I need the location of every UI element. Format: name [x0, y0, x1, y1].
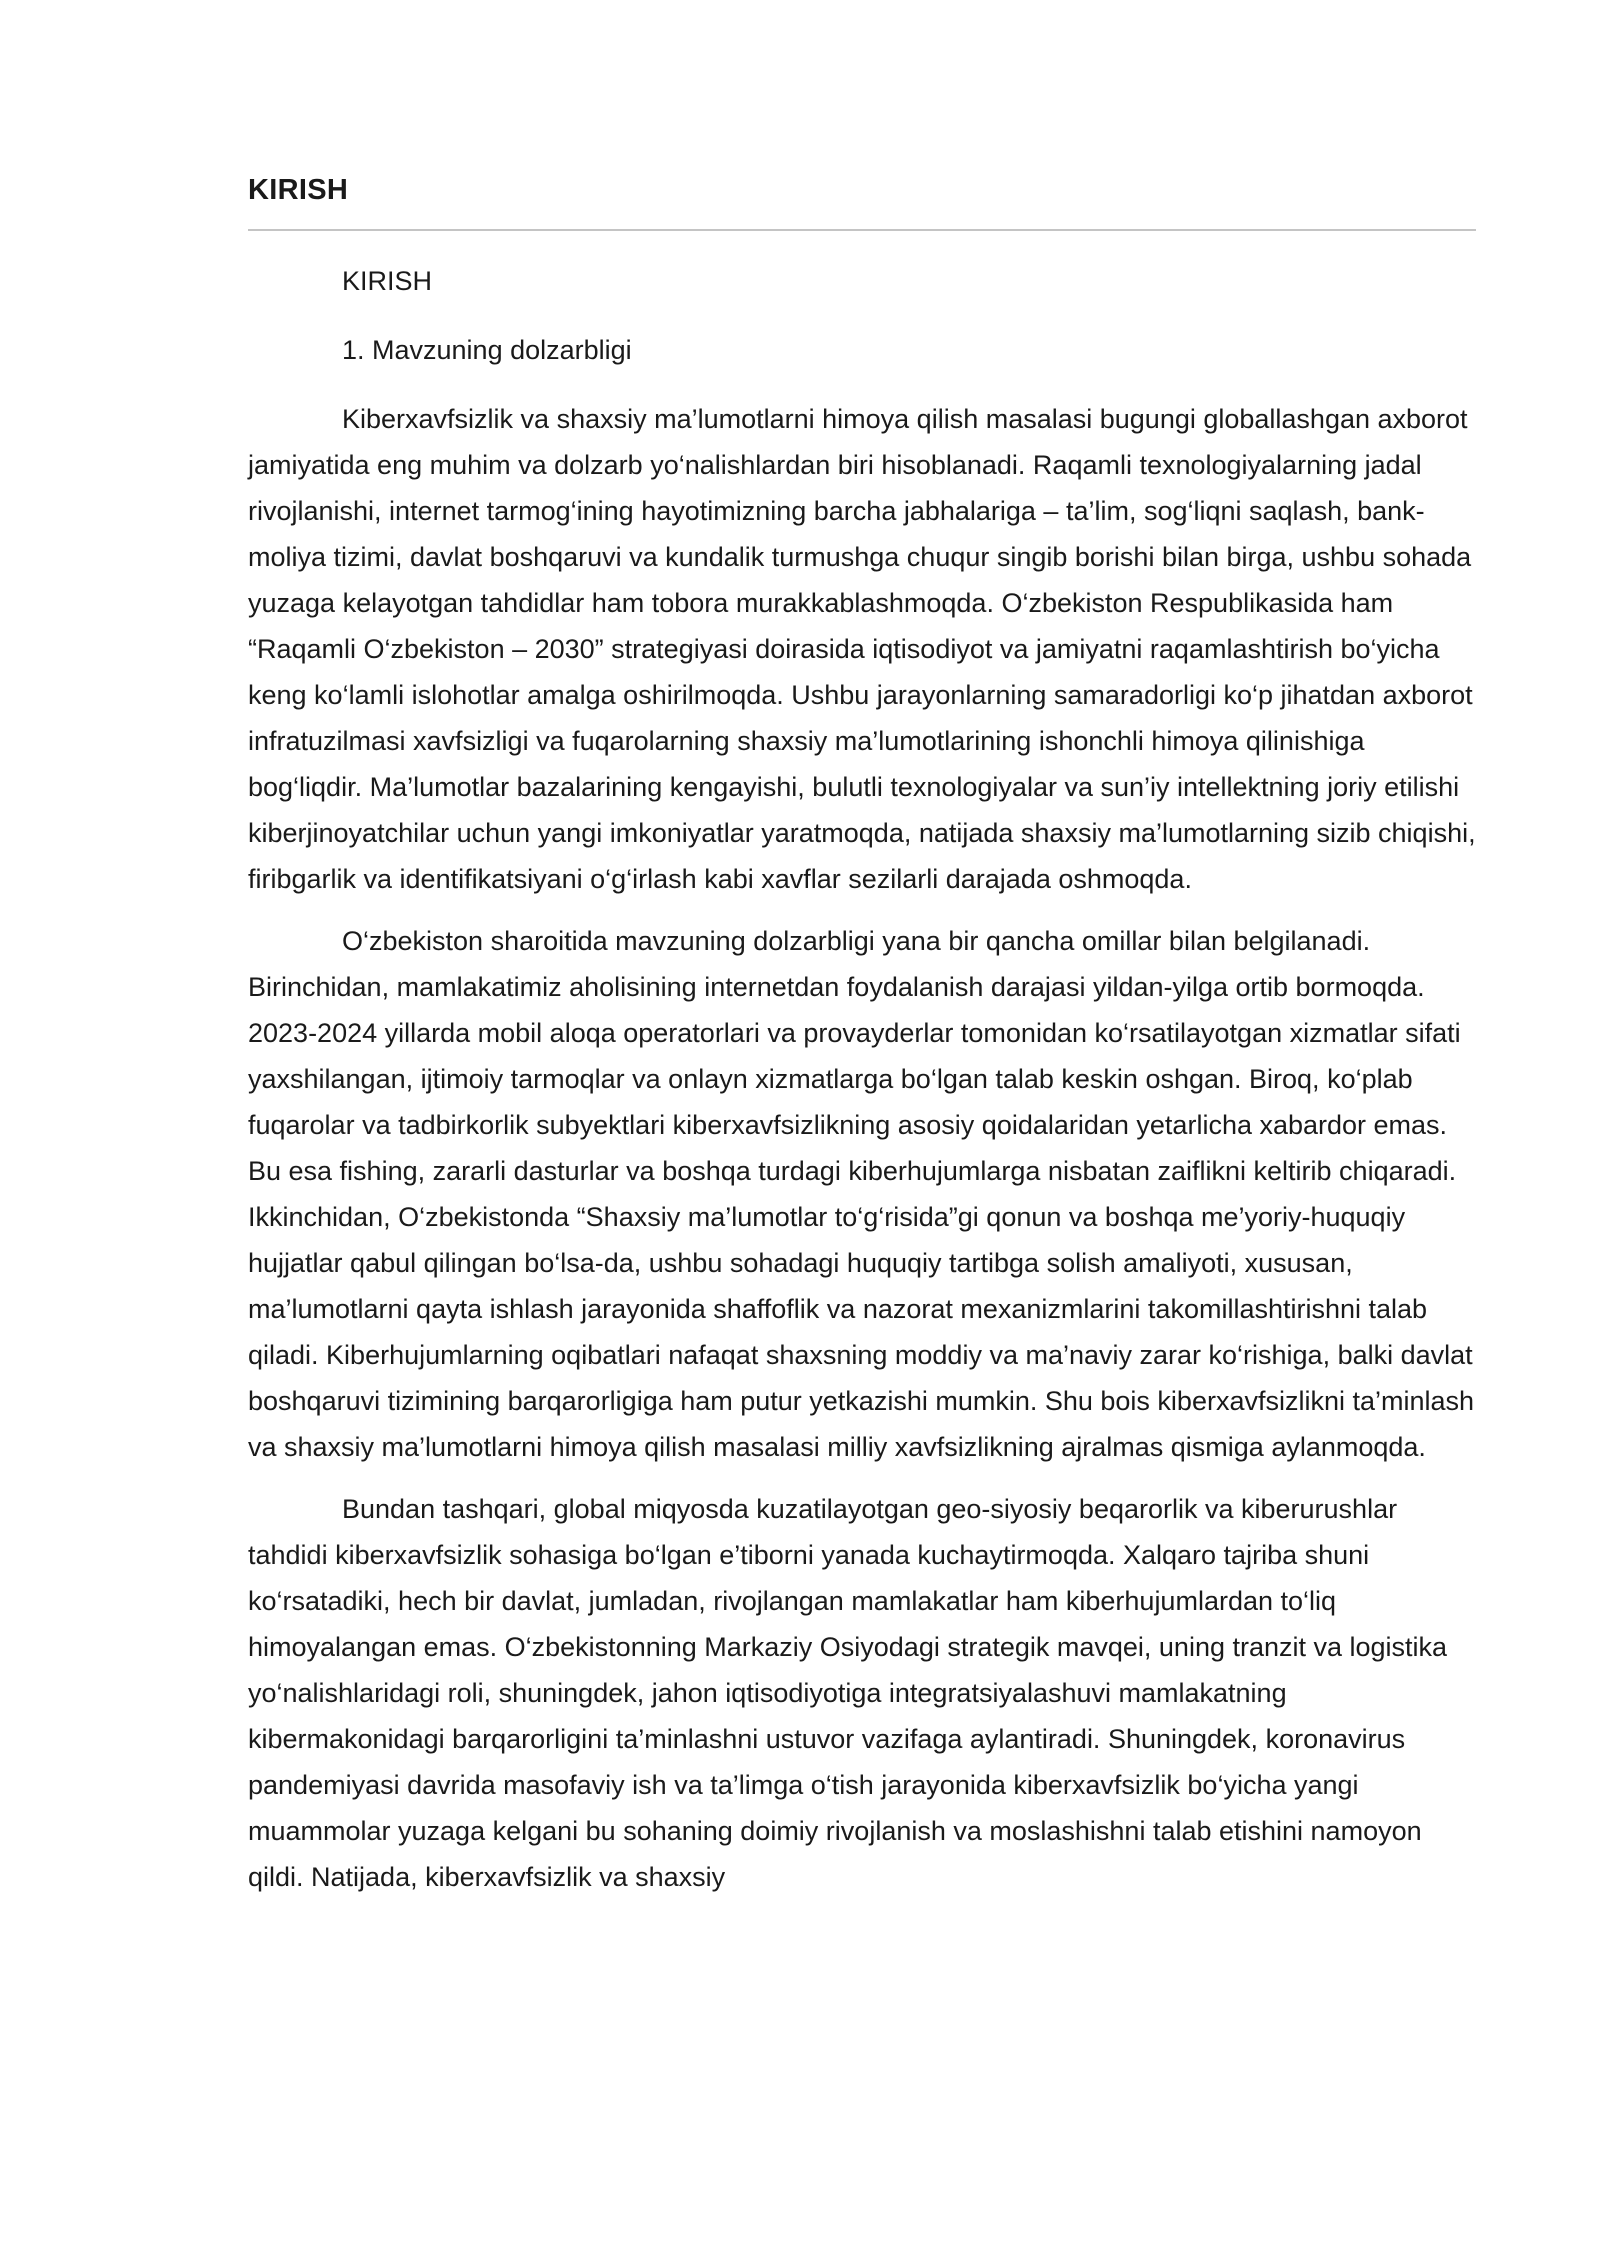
section-title: KIRISH	[342, 266, 433, 296]
body-paragraph: Bundan tashqari, global miqyosda kuzatilayotgan geo-siyosiy beqarorlik va kiberurushlar tahdidi kiberxavfsizlik sohasiga bo‘lgan e’tiborni yanada kuchaytirmoqda. Xalqaro tajriba shuni ko‘rsatadiki, hech bir davlat, jumladan, rivojlangan mamlakatlar ham kiberhujumlardan to‘liq himoyalangan emas. O‘zbekistonning Markaziy Osiyodagi strategik mavqei, uning tranzit va logistika yo‘nalishlaridagi roli, shuningdek, jahon iqtisodiyotiga integratsiyalashuvi mamlakatning kibermakonidagi barqarorligini ta’minlashni ustuvor vazifaga aylantiradi. Shuningdek, koronavirus pandemiyasi davrida masofaviy ish va ta’limga o‘tish jarayonida kiberxavfsizlik bo‘yicha yangi muammolar yuzaga kelgani bu sohaning doimiy rivojlanish va moslashishni talab etishini namoyon qildi. Natijada, kiberxavfsizlik va shaxsiy	[248, 1494, 1448, 1892]
heading-divider	[248, 229, 1476, 231]
body-paragraph: O‘zbekiston sharoitida mavzuning dolzarbligi yana bir qancha omillar bilan belgilanadi. Birinchidan, mamlakatimiz aholisining internetdan foydalanish darajasi yildan-yilga ortib bormoqda. 2023-2024 yillarda mobil aloqa operatorlari va provayderlar tomonidan ko‘rsatilayotgan xizmatlar sifati yaxshilangan, ijtimoiy tarmoqlar va onlayn xizmatlarga bo‘lgan talab keskin oshgan. Biroq, ko‘plab fuqarolar va tadbirkorlik subyektlari kiberxavfsizlikning asosiy qoidalaridan yetarlicha xabardor emas. Bu esa fishing, zararli dasturlar va boshqa turdagi kiberhujumlarga nisbatan zaiflikni keltirib chiqaradi. Ikkinchidan, O‘zbekistonda “Shaxsiy ma’lumotlar to‘g‘risida”gi qonun va boshqa me’yoriy-huquqiy hujjatlar qabul qilingan bo‘lsa-da, ushbu sohadagi huquqiy tartibga solish amaliyoti, xususan, ma’lumotlarni qayta ishlash jarayonida shaffoflik va nazorat mexanizmlarini takomillashtirishni talab qiladi. Kiberhujumlarning oqibatlari nafaqat shaxsning moddiy va ma’naviy zarar ko‘rishiga, balki davlat boshqaruvi tizimining barqarorligiga ham putur yetkazishi mumkin. Shu bois kiberxavfsizlikni ta’minlash va shaxsiy ma’lumotlarni himoya qilish masalasi milliy xavfsizlikning ajralmas qismiga aylanmoqda.	[248, 926, 1475, 1462]
body-paragraph: Kiberxavfsizlik va shaxsiy ma’lumotlarni himoya qilish masalasi bugungi globallashgan axborot jamiyatida eng muhim va dolzarb yo‘nalishlardan biri hisoblanadi. Raqamli texnologiyalarning jadal rivojlanishi, internet tarmog‘ining hayotimizning barcha jabhalariga – ta’lim, sog‘liqni saqlash, bank-moliya tizimi, davlat boshqaruvi va kundalik turmushga chuqur singib borishi bilan birga, ushbu sohada yuzaga kelayotgan tahdidlar ham tobora murakkablashmoqda. O‘zbekiston Respublikasida ham “Raqamli O‘zbekiston – 2030” strategiyasi doirasida iqtisodiyot va jamiyatni raqamlashtirish bo‘yicha keng ko‘lamli islohotlar amalga oshirilmoqda. Ushbu jarayonlarning samaradorligi ko‘p jihatdan axborot infratuzilmasi xavfsizligi va fuqarolarning shaxsiy ma’lumotlarining ishonchli himoya qilinishiga bog‘liqdir. Ma’lumotlar bazalarining kengayishi, bulutli texnologiyalar va sun’iy intellektning joriy etilishi kiberjinoyatchilar uchun yangi imkoniyatlar yaratmoqda, natijada shaxsiy ma’lumotlarning sizib chiqishi, firibgarlik va identifikatsiyani o‘g‘irlash kabi xavflar sezilarli darajada oshmoqda.	[248, 404, 1476, 894]
document-body	[248, 258, 1476, 1916]
subsection-title: 1. Mavzuning dolzarbligi	[342, 335, 632, 365]
page-heading: KIRISH	[248, 174, 349, 206]
